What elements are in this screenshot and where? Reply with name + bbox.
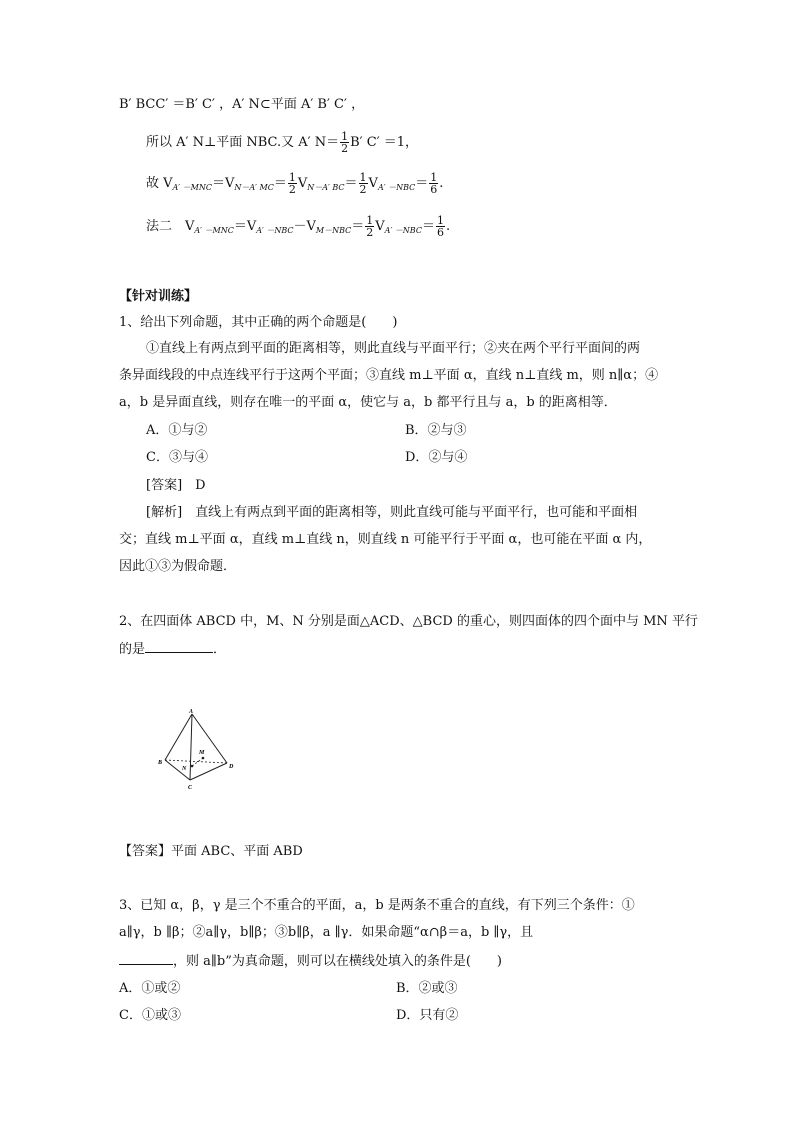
q1-para-line-2: 条异面线段的中点连线平行于这两个平面；③直线 m⊥平面 α，直线 n⊥直线 m，则 n∥α；④ — [119, 368, 659, 383]
text: ，则 a∥b”为真命题，则可以在横线处填入的条件是( ) — [173, 954, 502, 969]
fraction-numerator: 1 — [341, 130, 349, 143]
q1-option-a: A．①与② — [146, 423, 208, 438]
fraction-numerator: 1 — [366, 214, 374, 227]
subscript: A′ －NBC — [384, 226, 422, 235]
solution-line-2-text-b: B′ C′ ＝1， — [350, 135, 419, 150]
text: ． — [213, 642, 227, 657]
text: . — [445, 219, 451, 234]
text: ＝V — [211, 176, 235, 191]
subscript: N－A′ MC — [234, 183, 274, 192]
q1-option-b: B．②与③ — [405, 423, 467, 438]
tetrahedron-figure — [155, 708, 245, 794]
text: ＝ — [421, 219, 435, 234]
solution-line-4 — [146, 215, 450, 240]
fraction-numerator: 1 — [359, 171, 367, 184]
solution-line-1: B′ BCC′ ＝B′ C′ ，A′ N⊂平面 A′ B′ C′ ， — [119, 97, 365, 112]
text: V — [297, 176, 308, 191]
q1-option-d: D．②与④ — [405, 450, 468, 465]
q2-answer: 【答案】平面 ABC、平面 ABD — [119, 844, 303, 859]
label-n: N — [182, 766, 187, 772]
edge-cd — [190, 763, 227, 780]
point-n — [191, 765, 194, 768]
subscript: A′ －MNC — [172, 183, 212, 192]
fraction-numerator: 1 — [436, 214, 444, 227]
q1-analysis-line-1: [解析] 直线上有两点到平面的距离相等，则此直线可能与平面平行，也可能和平面相 — [146, 505, 638, 520]
fraction-denominator: 2 — [366, 226, 374, 239]
solution-line-3 — [146, 172, 443, 197]
q3-option-a: A．①或② — [119, 981, 181, 996]
q3-line-3 — [119, 952, 502, 971]
q3-line-1: 3、已知 α，β，γ 是三个不重合的平面，a，b 是两条不重合的直线，有下列三个条件：① — [119, 898, 635, 913]
subscript: M－NBC — [315, 226, 352, 235]
edge-bd-hidden — [165, 760, 227, 763]
text: ＝ — [273, 176, 287, 191]
q3-line-2: a∥γ，b ∥β；②a∥γ，b∥β；③b∥β，a ∥γ．如果命题“α∩β＝a，b ∥γ，且 — [119, 925, 534, 940]
text: ＝ — [415, 176, 429, 191]
solution-line-2-text-a: 所以 A′ N⊥平面 NBC.又 A′ N＝ — [146, 135, 340, 150]
fraction — [359, 172, 368, 195]
fraction-denominator: 2 — [359, 183, 367, 196]
q3-option-c: C．①或③ — [119, 1008, 181, 1023]
text: 的是 — [119, 642, 146, 657]
text: 法二 V — [146, 219, 195, 234]
q1-option-c: C．③与④ — [146, 450, 208, 465]
text: ＝V — [233, 219, 257, 234]
fraction-denominator: 6 — [436, 226, 444, 239]
q3-option-b: B．②或③ — [396, 981, 458, 996]
subscript: A′ －NBC — [377, 183, 416, 192]
fraction-denominator: 6 — [430, 183, 438, 196]
text: V — [375, 219, 385, 234]
answer-blank — [145, 640, 213, 653]
edge-ad — [192, 714, 227, 763]
fraction-denominator: 2 — [341, 142, 349, 155]
edge-ab — [165, 714, 192, 760]
subscript: N－A′ BC — [307, 183, 345, 192]
fraction-denominator: 2 — [288, 183, 296, 196]
solution-line-2 — [146, 131, 418, 154]
q3-option-d: D．只有② — [396, 1008, 459, 1023]
subscript: A′ －MNC — [194, 226, 234, 235]
fraction — [436, 215, 445, 238]
section-heading: 【针对训练】 — [119, 289, 198, 304]
q1-stem: 1、给出下列命题，其中正确的两个命题是( ) — [119, 315, 398, 330]
answer-blank — [119, 952, 173, 965]
q2-line-1: 2、在四面体 ABCD 中，M、N 分别是面△ACD、△BCD 的重心，则四面体的四个面中与 MN 平行 — [119, 614, 698, 629]
fraction — [365, 215, 374, 238]
fraction-numerator: 1 — [430, 171, 438, 184]
point-m — [202, 757, 205, 760]
text: －V — [293, 219, 316, 234]
q1-analysis-line-2: 交；直线 m⊥平面 α，直线 m⊥直线 n，则直线 n 可能平行于平面 α，也可能在平面 α 内， — [119, 532, 652, 547]
fraction — [288, 172, 297, 195]
q1-para-line-3: a，b 是异面直线，则存在唯一的平面 α，使它与 a，b 都平行且与 a，b 的距离相等． — [119, 395, 617, 410]
text: 故 V — [146, 176, 173, 191]
label-m: M — [199, 750, 205, 756]
label-b: B — [158, 760, 163, 766]
text: ＝ — [344, 176, 358, 191]
fraction — [340, 131, 349, 154]
q1-answer: [答案] D — [146, 478, 206, 493]
subscript: A′ －NBC — [256, 226, 294, 235]
fraction — [429, 172, 438, 195]
text: ＝ — [351, 219, 365, 234]
label-c: C — [188, 785, 193, 791]
label-d: D — [229, 764, 234, 770]
text: . — [439, 176, 444, 191]
fraction-numerator: 1 — [288, 171, 296, 184]
text: V — [368, 176, 378, 191]
q2-line-2 — [119, 640, 226, 659]
q1-para-line-1: ①直线上有两点到平面的距离相等，则此直线与平面平行；②夹在两个平行平面间的两 — [146, 341, 641, 356]
label-a: A — [189, 709, 194, 715]
q1-analysis-line-3: 因此①③为假命题． — [119, 559, 237, 574]
edge-ac — [190, 714, 192, 780]
